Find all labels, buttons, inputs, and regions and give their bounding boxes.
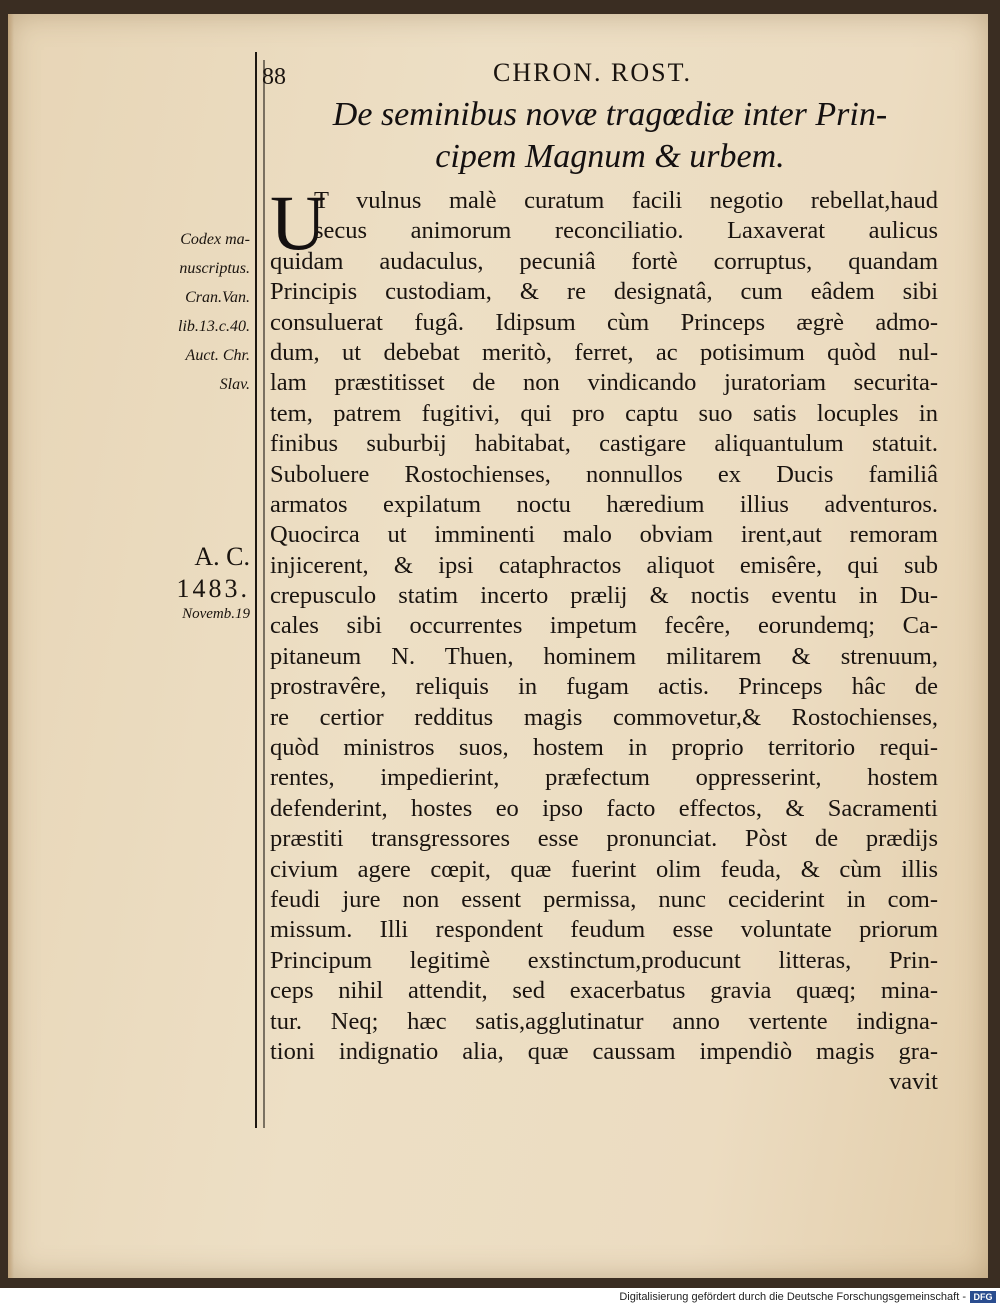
body-line: pitaneum N. Thuen, hominem militarem & strenuum, [270, 642, 938, 670]
margin-date-month: Novemb.19 [182, 606, 250, 622]
footer-bar [0, 1288, 1000, 1306]
margin-date-era: A. C. [194, 542, 250, 571]
body-line: re certior redditus magis commovetur,& Rostochienses, [270, 703, 938, 731]
page-number: 88 [262, 64, 286, 90]
body-line: tur. Neq; hæc satis,agglutinatur anno vertente indigna- [270, 1007, 938, 1035]
page-edge-shadow [8, 14, 14, 1278]
footer-credit: Digitalisierung gefördert durch die Deutsche Forschungsgemeinschaft - [619, 1291, 966, 1303]
body-line: rentes, impedierint, præfectum oppresserint, hostem [270, 764, 938, 792]
margin-rule-inner [263, 60, 265, 1128]
margin-source-line: Cran.Van. [185, 289, 250, 306]
body-line: T vulnus malè curatum facili negotio rebellat,haud [314, 187, 938, 214]
body-line: finibus suburbij habitabat, castigare aliquantulum statuit. [270, 430, 938, 458]
body-line: feudi jure non essent permissa, nunc ceciderint in com- [270, 885, 938, 913]
running-title: CHRON. ROST. [493, 58, 693, 87]
body-line: civium agere cœpit, quæ fuerint olim feuda, & cùm illis [270, 855, 938, 883]
section-title-line-1: De seminibus novæ tragœdiæ inter Prin- [332, 96, 888, 133]
body-line: crepusculo statim incerto prælij & noctis eventu in Du- [270, 582, 938, 610]
dfg-logo-icon: DFG [970, 1291, 996, 1303]
margin-source-note [120, 225, 250, 399]
body-line: Principum legitimè exstinctum,producunt litteras, Prin- [270, 946, 938, 974]
body-line: prostravêre, reliquis in fugam actis. Princeps hâc de [270, 673, 938, 701]
margin-source-line: lib.13.c.40. [178, 318, 250, 335]
body-line: Suboluere Rostochienses, nonnullos ex Ducis familiâ [270, 460, 938, 488]
margin-source-line: Slav. [219, 376, 250, 393]
margin-source-line: Auct. Chr. [185, 347, 250, 364]
body-line: tioni indignatio alia, quæ caussam impendiò magis gra- [270, 1037, 938, 1065]
margin-source-line: nuscriptus. [179, 260, 250, 277]
margin-date-note [140, 540, 250, 624]
body-line: tem, patrem fugitivi, qui pro captu suo satis locuples in [270, 399, 938, 427]
body-line: Principis custodiam, & re designatâ, cum eâdem sibi [270, 278, 938, 306]
body-line: dum, ut debebat meritò, ferret, ac potisimum quòd nul- [270, 338, 938, 366]
body-line: consuluerat fugâ. Idipsum cùm Princeps ægrè admo- [270, 308, 938, 336]
body-text [270, 179, 938, 1098]
section-title [290, 94, 930, 178]
margin-rule [255, 52, 257, 1128]
body-line: lam præstitisset de non vindicando juratoriam securita- [270, 369, 938, 397]
body-line: defenderint, hostes eo ipso facto effectos, & Sacramenti [270, 794, 938, 822]
body-line: præstiti transgressores esse pronunciat. Pòst de prædijs [270, 825, 938, 853]
body-line: quòd ministros suos, hostem in proprio territorio requi- [270, 734, 938, 762]
body-line: armatos expilatum noctu hæredium illius adventuros. [270, 490, 938, 518]
section-title-line-2: cipem Magnum & urbem. [435, 138, 785, 175]
body-line: injicerent, & ipsi cataphractos aliquot emisêre, qui sub [270, 551, 938, 579]
body-line: cales sibi occurrentes impetum fecêre, eorundemq; Ca- [270, 612, 938, 640]
body-line: missum. Illi respondent feudum esse voluntate priorum [270, 916, 938, 944]
body-line: Quocirca ut imminenti malo obviam irent,aut remoram [270, 521, 938, 549]
margin-date-year: 1483. [176, 574, 250, 603]
margin-source-line: Codex ma- [180, 231, 250, 248]
body-line: quidam audaculus, pecuniâ fortè corruptus, quandam [270, 247, 938, 275]
body-line: secus animorum reconciliatio. Laxaverat aulicus [314, 217, 938, 245]
catchword: vavit [889, 1068, 938, 1096]
drop-capital: U [270, 179, 327, 266]
body-line: ceps nihil attendit, sed exacerbatus gravia quæq; mina- [270, 977, 938, 1005]
